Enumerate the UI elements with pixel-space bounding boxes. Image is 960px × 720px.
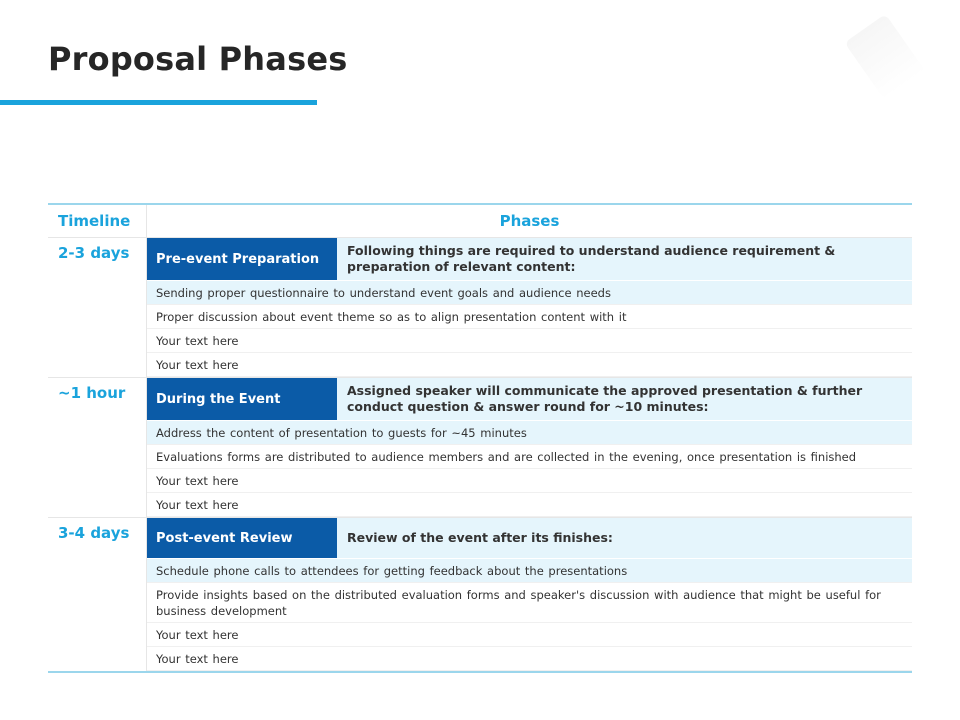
phase-group-during-event — [48, 377, 912, 517]
list-item: Evaluations forms are distributed to audience members and are collected in the evening, once presentation is finished — [147, 445, 912, 469]
decorative-shape — [844, 14, 925, 100]
list-item: Address the content of presentation to guests for ~45 minutes — [147, 421, 912, 445]
list-item: Your text here — [147, 353, 912, 377]
phase-description: Review of the event after its finishes: — [347, 530, 613, 545]
list-item: Proper discussion about event theme so as to align presentation content with it — [147, 305, 912, 329]
timeline-cell: 2-3 days — [48, 238, 147, 377]
phase-description: Assigned speaker will communicate the approved presentation & further conduct question & answer round for ~10 minutes: — [347, 383, 863, 414]
phase-label: Pre-event Preparation — [147, 238, 337, 280]
phases-header: Phases — [499, 212, 560, 230]
phase-group-post-event — [48, 517, 912, 671]
list-item: Your text here — [147, 493, 912, 517]
timeline-cell: 3-4 days — [48, 518, 147, 671]
phase-row — [147, 378, 912, 421]
list-item: Sending proper questionnaire to understand event goals and audience needs — [147, 281, 912, 305]
list-item: Your text here — [147, 469, 912, 493]
timeline-cell: ~1 hour — [48, 378, 147, 517]
phase-group-pre-event — [48, 237, 912, 377]
list-item: Your text here — [147, 647, 912, 671]
proposal-phases-table — [48, 203, 912, 673]
list-item: Provide insights based on the distributed evaluation forms and speaker's discussion with audience that might be useful for business development — [147, 583, 912, 623]
list-item: Your text here — [147, 329, 912, 353]
title-underline — [0, 100, 317, 105]
list-item: Your text here — [147, 623, 912, 647]
phase-row — [147, 518, 912, 559]
table-header-row — [48, 205, 912, 237]
phase-label: During the Event — [147, 378, 337, 420]
page-title: Proposal Phases — [48, 40, 348, 78]
list-item: Schedule phone calls to attendees for getting feedback about the presentations — [147, 559, 912, 583]
phase-row — [147, 238, 912, 281]
phase-description: Following things are required to understand audience requirement & preparation of relevant content: — [347, 243, 836, 274]
phase-label: Post-event Review — [147, 518, 337, 558]
timeline-header: Timeline — [48, 205, 147, 237]
